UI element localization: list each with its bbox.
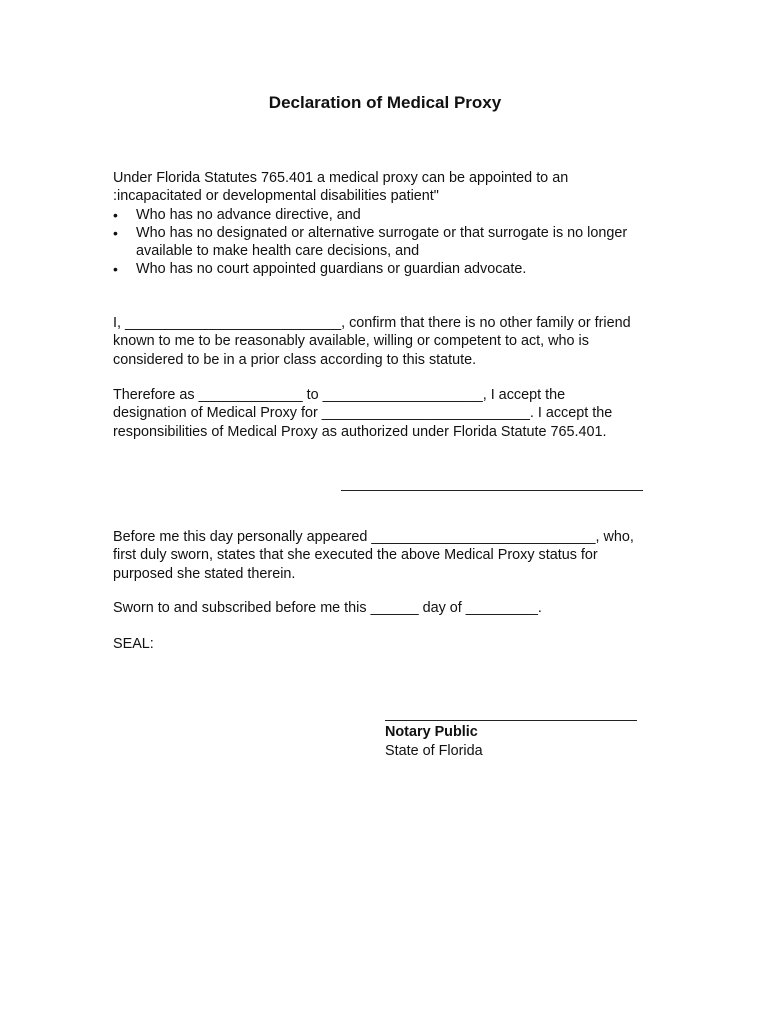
intro-line: :incapacitated or developmental disabilities patient" (113, 188, 439, 205)
list-item-text: Who has no designated or alternative surrogate or that surrogate is no longer (136, 224, 628, 241)
accept-line: Therefore as _____________ to ____________________, I accept the (113, 387, 566, 403)
declarant-signature-line (341, 490, 643, 491)
intro-line: Under Florida Statutes 765.401 a medical proxy can be appointed to an (113, 170, 569, 186)
list-item-text: Who has no court appointed guardians or guardian advocate. (136, 261, 527, 278)
bullet-icon: • (113, 224, 118, 241)
accept-paragraph (113, 386, 673, 441)
intro-paragraph (113, 169, 673, 279)
list-item-text: available to make health care decisions, and (136, 243, 420, 260)
seal-label (113, 635, 673, 653)
document-title: Declaration of Medical Proxy (268, 93, 502, 112)
appeared-paragraph (113, 528, 673, 583)
notary-block (385, 723, 483, 761)
bullet-icon: • (113, 261, 118, 278)
confirm-paragraph (113, 314, 673, 369)
list-item-text: Who has no advance directive, and (136, 206, 361, 223)
criteria-list (113, 206, 673, 279)
list-item (113, 260, 673, 278)
bullet-icon: • (113, 206, 118, 223)
confirm-line: considered to be in a prior class according to this statute. (113, 351, 477, 368)
notary-signature-line (385, 720, 637, 721)
sworn-paragraph (113, 599, 673, 617)
confirm-line: I, ___________________________, confirm that there is no other family or friend (113, 315, 631, 331)
accept-line: responsibilities of Medical Proxy as authorized under Florida Statute 765.401. (113, 423, 607, 440)
notary-title: Notary Public (385, 724, 478, 740)
list-item (113, 206, 673, 224)
appeared-line: Before me this day personally appeared ____________________________, who, (113, 529, 634, 545)
appeared-line: first duly sworn, states that she executed the above Medical Proxy status for (113, 547, 598, 564)
appeared-line: purposed she stated therein. (113, 565, 296, 582)
sworn-line: Sworn to and subscribed before me this ______ day of _________. (113, 600, 542, 616)
confirm-line: known to me to be reasonably available, willing or competent to act, who is (113, 333, 589, 350)
accept-line: designation of Medical Proxy for __________________________. I accept the (113, 405, 613, 422)
notary-state: State of Florida (385, 743, 483, 759)
seal-text: SEAL: (113, 636, 154, 652)
list-item (113, 224, 673, 261)
